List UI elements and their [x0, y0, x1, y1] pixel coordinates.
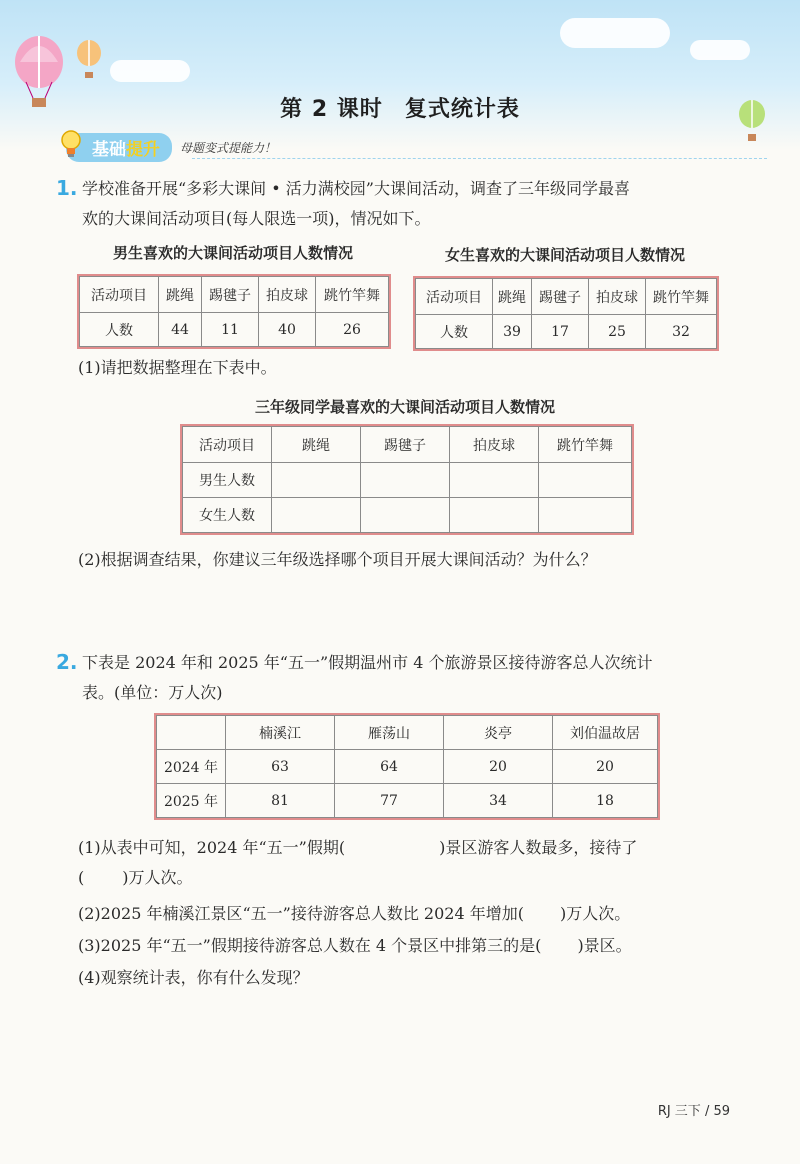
- answer-cell[interactable]: [450, 498, 539, 533]
- table-cell: 25: [589, 315, 646, 349]
- page-number: RJ 三下 / 59: [657, 1104, 730, 1119]
- lesson-topic: 复式统计表: [404, 97, 520, 122]
- table-cell: 活动项目: [416, 279, 493, 315]
- question-text: (1)从表中可知，2024 年“五一”假期(: [78, 838, 346, 857]
- section-slogan: 母题变式提能力！: [180, 140, 277, 155]
- section-label-a: 基础: [92, 139, 126, 160]
- question-text: (3)2025 年“五一”假期接待游客总人数在 4 个景区中排第三的是(: [78, 936, 542, 955]
- question-part: (2)根据调查结果，你建议三年级选择哪个项目开展大课间活动？为什么？: [78, 550, 597, 569]
- combined-table: [182, 426, 632, 533]
- table-cell: 雁荡山: [335, 716, 444, 750]
- table-cell: 跳竹竿舞: [646, 279, 717, 315]
- table-cell: 2025 年: [157, 784, 226, 818]
- table-cell: 26: [316, 313, 389, 347]
- table-cell: 刘伯温故居: [553, 716, 658, 750]
- question-line: 下表是 2024 年和 2025 年“五一”假期温州市 4 个旅游景区接待游客总人次统计: [82, 653, 653, 672]
- table-cell: 跳竹竿舞: [539, 427, 632, 463]
- table-cell: 踢毽子: [202, 277, 259, 313]
- question-number: 2.: [56, 650, 78, 674]
- answer-cell[interactable]: [272, 463, 361, 498]
- section-tag: [66, 134, 276, 160]
- table-row: [183, 463, 632, 498]
- table-cell: 跳绳: [493, 279, 532, 315]
- table-cell: 20: [444, 750, 553, 784]
- table-cell: 40: [259, 313, 316, 347]
- table-row: [183, 498, 632, 533]
- table-row: [157, 750, 658, 784]
- lightbulb-icon: [60, 129, 82, 159]
- table-cell: 拍皮球: [589, 279, 646, 315]
- table-caption: 三年级同学最喜欢的大课间活动项目人数情况: [254, 398, 555, 416]
- table-cell: 男生人数: [183, 463, 272, 498]
- question-text: (2)2025 年楠溪江景区“五一”接待游客总人数比 2024 年增加(: [78, 904, 524, 923]
- table-cell: 女生人数: [183, 498, 272, 533]
- table-cell: 拍皮球: [259, 277, 316, 313]
- table-caption: 女生喜欢的大课间活动项目人数情况: [444, 246, 685, 264]
- cloud-decoration: [690, 40, 750, 60]
- table-cell: [157, 716, 226, 750]
- girls-table: [415, 278, 717, 349]
- table-cell: 63: [226, 750, 335, 784]
- question-number: 1.: [56, 176, 78, 200]
- question-text: [82, 648, 762, 708]
- table-cell: 32: [646, 315, 717, 349]
- table-cell: 跳绳: [159, 277, 202, 313]
- table-cell: 17: [532, 315, 589, 349]
- question-text: )万人次。: [559, 904, 631, 923]
- cloud-decoration: [560, 18, 670, 48]
- table-row: [157, 716, 658, 750]
- question-text: )景区游客人数最多，接待了: [439, 838, 638, 857]
- table-cell: 64: [335, 750, 444, 784]
- table-cell: 2024 年: [157, 750, 226, 784]
- lesson-number: 第 2 课时: [280, 97, 383, 122]
- table-cell: 拍皮球: [450, 427, 539, 463]
- cloud-decoration: [110, 60, 190, 82]
- page-title: [0, 92, 800, 123]
- boys-table: [79, 276, 389, 347]
- table-cell: 楠溪江: [226, 716, 335, 750]
- table-cell: 踢毽子: [532, 279, 589, 315]
- table-cell: 39: [493, 315, 532, 349]
- table-caption: 男生喜欢的大课间活动项目人数情况: [112, 244, 353, 262]
- table-row: [416, 315, 717, 349]
- table-row: [80, 313, 389, 347]
- table-cell: 77: [335, 784, 444, 818]
- table-cell: 跳竹竿舞: [316, 277, 389, 313]
- table-row: [416, 279, 717, 315]
- section-label-b: 提升: [126, 139, 160, 160]
- table-row: [157, 784, 658, 818]
- table-cell: 44: [159, 313, 202, 347]
- question-line: 学校准备开展“多彩大课间 • 活力满校园”大课间活动，调查了三年级同学最喜: [82, 179, 630, 198]
- question-part: (1)请把数据整理在下表中。: [78, 358, 277, 377]
- question-text: )万人次。: [122, 868, 193, 887]
- table-row: [183, 427, 632, 463]
- answer-cell[interactable]: [272, 498, 361, 533]
- table-cell: 活动项目: [183, 427, 272, 463]
- question-part: (4)观察统计表，你有什么发现？: [78, 968, 309, 987]
- table-cell: 34: [444, 784, 553, 818]
- answer-cell[interactable]: [361, 463, 450, 498]
- table-cell: 人数: [80, 313, 159, 347]
- table-cell: 活动项目: [80, 277, 159, 313]
- question-part: [78, 934, 632, 958]
- section-divider: [192, 158, 767, 159]
- table-cell: 20: [553, 750, 658, 784]
- question-text: )景区。: [577, 936, 632, 955]
- hot-air-balloon-icon: [74, 40, 104, 80]
- table-cell: 踢毽子: [361, 427, 450, 463]
- question-part: [78, 866, 193, 890]
- answer-cell[interactable]: [539, 463, 632, 498]
- table-cell: 18: [553, 784, 658, 818]
- table-cell: 11: [202, 313, 259, 347]
- tourism-table: [156, 715, 658, 818]
- question-part: [78, 902, 630, 926]
- answer-cell[interactable]: [361, 498, 450, 533]
- table-cell: 81: [226, 784, 335, 818]
- answer-cell[interactable]: [450, 463, 539, 498]
- table-cell: 人数: [416, 315, 493, 349]
- question-line: 表。(单位：万人次): [82, 683, 223, 702]
- answer-cell[interactable]: [539, 498, 632, 533]
- section-label: [66, 133, 172, 162]
- table-row: [80, 277, 389, 313]
- question-text: (: [78, 868, 85, 887]
- table-cell: 炎亭: [444, 716, 553, 750]
- table-cell: 跳绳: [272, 427, 361, 463]
- question-text: [82, 174, 762, 234]
- question-part: [78, 836, 637, 860]
- question-line: 欢的大课间活动项目(每人限选一项)，情况如下。: [82, 209, 431, 228]
